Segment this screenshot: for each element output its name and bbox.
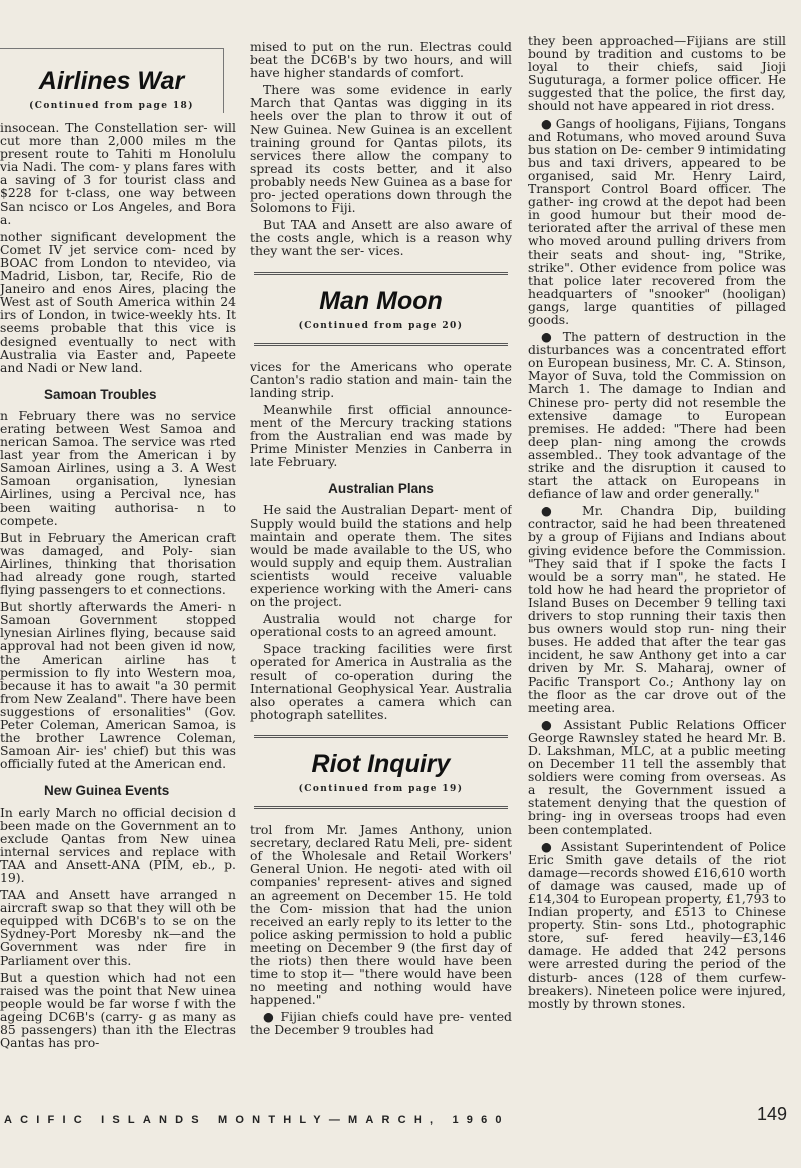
paragraph: Meanwhile first official announce- ment of the Mercury tracking stations from the Australian end was made by Prime Minister Menzies in Canberra in late February. [250,401,512,470]
riot-inquiry-header [254,735,508,809]
paragraph: nother significant development the Comet IV jet service com- nced by BOAC from London to ntevideo, via Madrid, Lisbon, tar, Recife, Rio de Janeiro and enos Aires, placing the West ast of South America within 24 irs of London, in twice-weekly hts. It seems probable that this vice is designed eventually to nect with Australia via Easter and, Papeete and Nadi or New land. [0,228,236,375]
paragraph: There was some evidence in early March that Qantas was digging in its heels over the plan to throw it out of New Guinea. New Guinea is an excellent training ground for Qantas pilots, its services there allow the company to spread its costs better, and it also probably needs New Guinea as a base for pro- jected operations down through the Solomons to Fiji. [250,82,512,216]
masthead: ACIFIC ISLANDS MONTHLY—MARCH, 1960 [4,1114,510,1126]
article-title: Riot Inquiry [311,749,451,778]
paragraph: But in February the American craft was damaged, and Poly- sian Airlines, thinking that thorisation had already gone rough, started flying passengers to et connections. [0,529,236,598]
section-heading: Australian Plans [328,481,434,497]
paragraph: ● Fijian chiefs could have pre- vented the December 9 troubles had [250,1009,512,1037]
column-1 [0,0,236,1049]
paragraph: vices for the Americans who operate Canton's radio station and main- tain the landing strip. [250,358,512,400]
article-title: Man Moon [319,286,443,315]
paragraph: TAA and Ansett have arranged n aircraft swap so that they will oth be equipped with DC6B's to se on the Sydney-Port Moresby nk—and the Government was nder fire in Parliament over this. [0,887,236,968]
man-moon-header [254,272,508,346]
paragraph: ● Assistant Superintendent of Police Eric Smith gave details of the riot damage—records showed £16,610 worth of damage was caused, made up of £14,304 to European property, £1,793 to Indian property, and £513 to Chinese property. Stin- sons Ltd., photographic store, suf- fered heavily—£3,146 damage. He added that 242 persons were arrested during the period of the disturb- ances (128 of them curfew-breakers). Nineteen police were injured, mostly by thrown stones. [528,838,786,1010]
continued-note: (Continued from page 20) [298,320,464,331]
column-2 [250,0,512,1037]
airlines-war-header [0,48,224,113]
paragraph: But shortly afterwards the Ameri- n Samoan Government stopped lynesian Airlines flying, because said approval had not been given id now, the American airline has t permission to fly into Western moa, because it has to await "a 30 permit from New Zealand". There have been suggestions of ersonalities" (Gov. Peter Coleman, American Samoa, is the brother Lawrence Coleman, Samoan Air- ies' chief) but this was officially futed at the American end. [0,599,236,772]
section-heading: New Guinea Events [44,783,170,799]
paragraph: ● Assistant Public Relations Officer George Rawnsley stated he heard Mr. B. D. Lakshman, MLC, at a public meeting on December 11 tell the assembly that soldiers were coming from overseas. As a result, the Government issued a statement denying that the question of bring- ing in overseas troops had even been contemplated. [528,716,786,837]
paragraph: Space tracking facilities were first operated for America in Australia as the result of co-operation during the International Geophysical Year. Australia also operates a camera which can photograph satellites. [250,641,512,722]
paragraph: He said the Australian Depart- ment of Supply would build the stations and help maintain and operate them. The sites would be made available to the US, who would supply and equip them. Australian scientists would receive valuable experience working with the Ameri- cans on the project. [250,502,512,610]
continued-note: (Continued from page 19) [298,783,464,794]
paragraph: n February there was no service erating between West Samoa and nerican Samoa. The service was rted last year from the American i by Samoan Airlines, using a 3. A West Samoan organisation, lynesian Airlines, using a Percival nce, has been waiting authorisa- n to compete. [0,407,236,528]
column-3 [528,0,786,1010]
paragraph: In early March no official decision d been made on the Government an to exclude Qantas from New uinea internal services and replace with TAA and Ansett-ANA (PIM, eb., p. 19). [0,804,236,885]
paragraph: trol from Mr. James Anthony, union secretary, declared Ratu Meli, pre- sident of the Wholesale and Retail Workers' General Union. He negoti- ated with oil companies' represent- atives and signed an agreement on December 15. He told the Com- mission that had the union received an early reply to its letter to the police asking permission to hold a public meeting on December 9 (the first day of the riots) then there would have been time to stop it— "there would have been no meeting and nothing would have happened." [250,822,512,1008]
paragraph: ● Gangs of hooligans, Fijians, Tongans and Rotumans, who moved around Suva bus station on De- cember 9 intimidating bus and taxi drivers, appeared to be organised, said Mr. Henry Laird, Transport Control Board officer. The gather- ing crowd at the depot had been in good humour but their mood de- teriorated after the arrival of these men who moved around pulling drivers from their seats and shout- ing, "Strike, strike". Other evidence from police was that police later recovered from the headquarters of "snooker" (hooligan) gangs, large quantities of pillaged goods. [528,115,786,327]
paragraph: ● The pattern of destruction in the disturbances was a concentrated effort on European business, Mr. C. A. Stinson, Mayor of Suva, told the Commission on March 1. The damage to Indian and Chinese pro- perty did not resemble the extensive damage to European premises. He added: "There had been deep plan- ning among the crowds assembled.. They took advantage of the strike and the disruption it caused to start the attack on Europeans in defiance of law and order generally." [528,329,786,502]
article-title: Airlines War [38,67,185,95]
paragraph: insocean. The Constellation ser- will cut more than 2,000 miles m the present route to Tahiti m Honolulu via Nadi. The com- y plans fares with a saving of 3 for tourist class and $228 for t-class, one way between San ncisco or Los Angeles, and Bora a. [0,120,236,227]
page-number: 149 [756,1104,787,1124]
paragraph: they been approached—Fijians are still bound by tradition and customs to be loyal to their chiefs, said Jioji Suguturaga, a former police officer. He suggested that the police, the first day, should not have appeared in riot dress. [528,33,786,114]
section-heading: Samoan Troubles [44,386,157,402]
paragraph: But TAA and Ansett are also aware of the costs angle, which is a reason why they want the ser- vices. [250,217,512,259]
page-footer [0,1101,801,1141]
paragraph: Australia would not charge for operational costs to an agreed amount. [250,611,512,640]
paragraph: mised to put on the run. Electras could beat the DC6B's by two hours, and will have higher standards of comfort. [250,39,512,81]
continued-note: (Continued from page 18) [29,101,194,111]
paragraph: But a question which had not een raised was the point that New uinea people would be far worse f with the ageing DC6B's (carry- g as many as 85 passengers) than ith the Electras Qantas has pro- [0,969,236,1050]
paragraph: ● Mr. Chandra Dip, building contractor, said he had been threatened by a group of Fijians and Indians about giving evidence before the Commission. "They said that if I spoke the facts I would be a sorry man", he stated. He told how he had heard the proprietor of Island Buses on December 9 telling taxi drivers to stop running their taxis then bus owners would stop run- ning their buses. He added that after the tear gas incident, he saw Anthony get into a car driven by Mr. S. Maharaj, owner of Pacific Transport Co.; Anthony lay on the floor as the car drove out of the meeting area. [528,503,786,715]
